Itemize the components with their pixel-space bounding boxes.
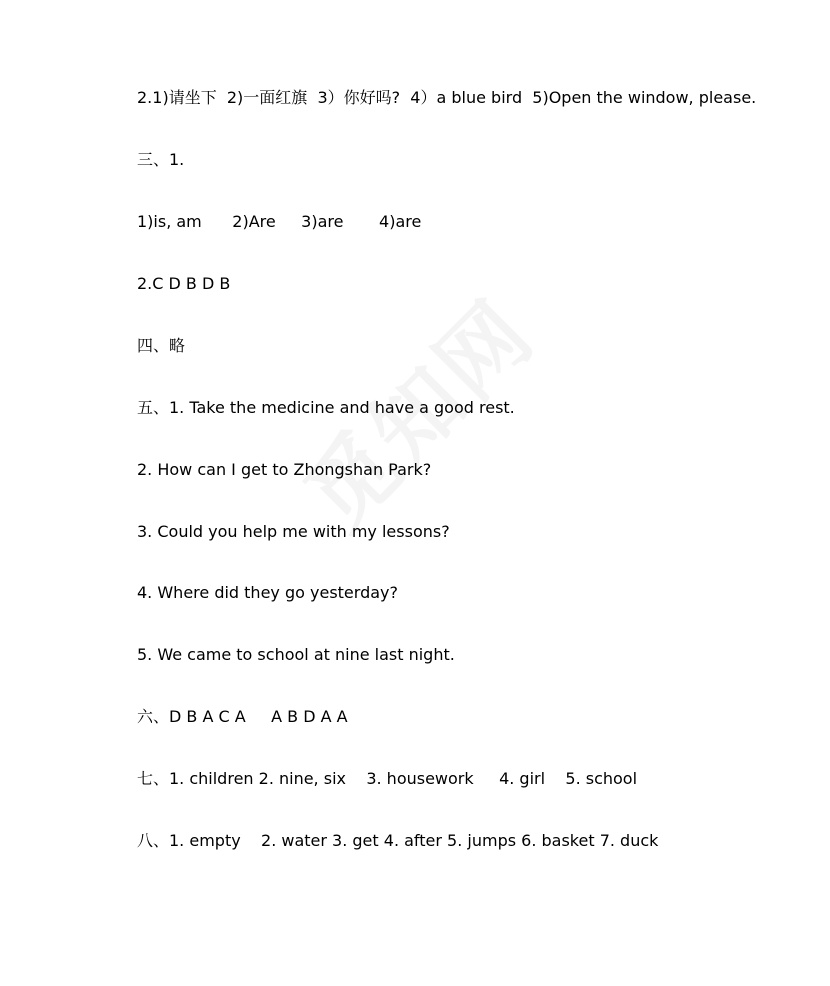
section-7-line: 七、1. children 2. nine, six 3. housework 4. girl 5. school [137,769,638,788]
section-8-line: 八、1. empty 2. water 3. get 4. after 5. jumps 6. basket 7. duck [137,831,659,850]
section-5-line-5: 5. We came to school at nine last night. [137,645,455,664]
section-3-heading: 三、1. [137,150,185,169]
section-6-line: 六、D B A C A A B D A A [137,707,348,726]
section-5-line-4: 4. Where did they go yesterday? [137,583,398,602]
section-4-line: 四、略 [137,336,186,355]
section-5-line-2: 2. How can I get to Zhongshan Park? [137,460,432,479]
section-5-line-3: 3. Could you help me with my lessons? [137,522,450,541]
answer-line-2: 2.1)请坐下 2)一面红旗 3）你好吗? 4）a blue bird 5)Open the window, please. [137,88,757,107]
section-5-line-1: 五、1. Take the medicine and have a good rest. [137,398,515,417]
answer-line-3-1: 1)is, am 2)Are 3)are 4)are [137,212,422,231]
answer-line-3-2: 2.C D B D B [137,274,231,293]
